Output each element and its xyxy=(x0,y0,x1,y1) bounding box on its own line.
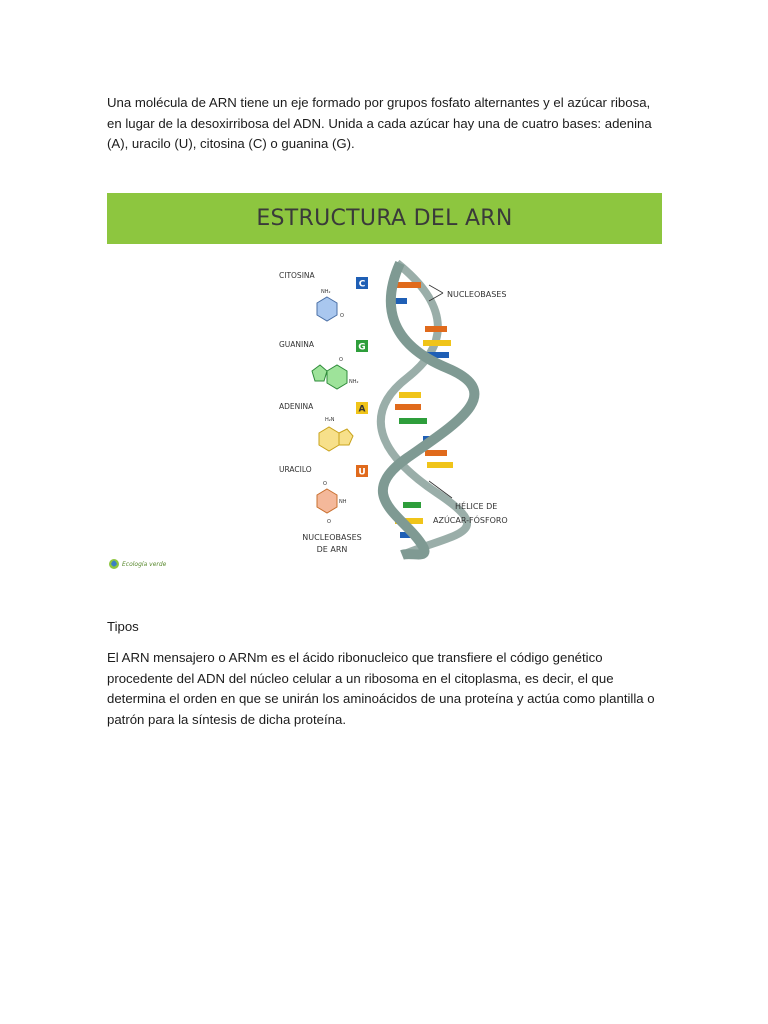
nucleobases-rna-label-line2: DE ARN xyxy=(316,545,348,554)
letter-box-a xyxy=(356,402,368,415)
nucleobases-rna-label-line1: NUCLEOBASES xyxy=(302,533,362,542)
nucleobases-annotation: NUCLEOBASES xyxy=(447,290,507,299)
intro-paragraph: Una molécula de ARN tiene un eje formado por grupos fosfato alternantes y el azúcar ribosa, en lugar de la desoxirribosa del ADN. Unida a cada azúcar hay una de cuatro bases: adenina (A), uracilo (U), citosina (C) o guanina (G). xyxy=(107,95,652,151)
svg-text:O: O xyxy=(327,519,331,525)
letter-box-g xyxy=(356,340,368,353)
helix-annotation-line2: AZÚCAR-FÓSFORO xyxy=(433,516,508,525)
svg-text:O: O xyxy=(339,357,343,363)
svg-text:O: O xyxy=(323,481,327,487)
svg-text:NH₂: NH₂ xyxy=(349,379,359,385)
helix-annotation-line1: HÉLICE DE xyxy=(455,502,498,511)
svg-text:U: U xyxy=(358,467,366,478)
nucleobases-pointer-line xyxy=(429,285,443,293)
base-label-citosina: CITOSINA xyxy=(279,271,315,280)
base-label-uracilo: URACILO xyxy=(279,465,312,474)
citosina-molecule-icon xyxy=(317,289,344,321)
svg-text:NH₂: NH₂ xyxy=(321,289,331,295)
ecologia-verde-logo xyxy=(109,559,167,569)
base-label-adenina: ADENINA xyxy=(279,402,314,411)
letter-box-c xyxy=(356,277,368,290)
rna-structure-figure xyxy=(107,193,662,578)
svg-text:H₂N: H₂N xyxy=(325,417,335,423)
svg-text:O: O xyxy=(340,313,344,319)
uracilo-molecule-icon xyxy=(317,481,347,525)
figure-title: ESTRUCTURA DEL ARN xyxy=(256,206,513,231)
letter-box-u xyxy=(356,465,368,478)
arnm-paragraph: El ARN mensajero o ARNm es el ácido ribonucleico que transfiere el código genético procedente del ADN del núcleo celular a un ribosoma en el citoplasma, es decir, el que determina el orden en que se unirán los aminoácidos de una proteína y actúa como plantilla o patrón para la síntesis de dicha proteína. xyxy=(107,650,655,727)
svg-text:NH: NH xyxy=(339,499,347,505)
svg-text:C: C xyxy=(358,279,366,290)
base-label-guanina: GUANINA xyxy=(279,340,314,349)
svg-text:Ecología verde: Ecología verde xyxy=(122,561,167,568)
svg-text:A: A xyxy=(358,404,366,415)
section-heading-tipos: Tipos xyxy=(107,619,139,634)
svg-text:G: G xyxy=(358,342,366,353)
adenina-molecule-icon xyxy=(319,417,353,451)
rna-diagram xyxy=(107,193,662,578)
guanina-molecule-icon xyxy=(312,357,359,389)
